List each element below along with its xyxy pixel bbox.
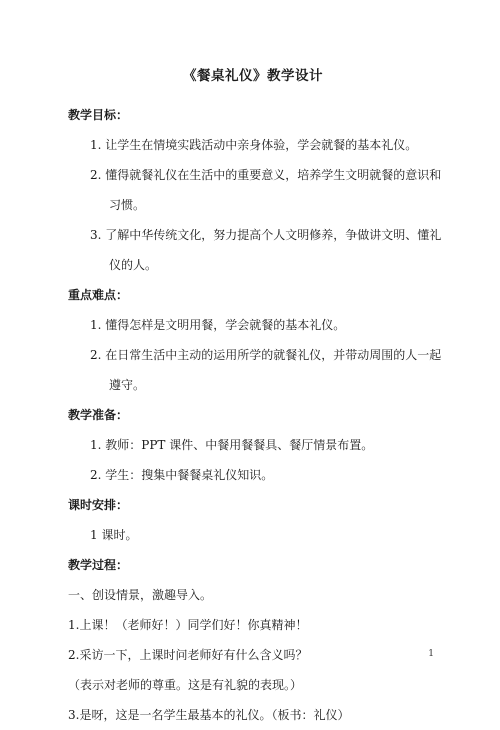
keypoint-item-1-text: 懂得怎样是文明用餐，学会就餐的基本礼仪。 [105, 318, 346, 332]
process-line-1: 一、创设情景，激趣导入。 [68, 588, 213, 602]
section-schedule [68, 490, 438, 550]
goal-item-1 [68, 130, 438, 160]
goal-item-3-cont: 仪的人。 [109, 258, 158, 272]
goal-item-2-num: 2. [90, 168, 102, 182]
keypoint-item-2-cont: 遵守。 [109, 378, 146, 392]
page-number: 1 [428, 649, 434, 659]
document-title: 《餐桌礼仪》教学设计 [183, 68, 323, 84]
goal-item-1-num: 1. [90, 138, 102, 152]
keypoint-item-2-num: 2. [90, 348, 102, 362]
prep-item-1-num: 1. [90, 438, 102, 452]
schedule-text: 1 课时。 [90, 528, 138, 542]
prep-item-2 [68, 460, 438, 490]
goal-item-2-text: 懂得就餐礼仪在生活中的重要意义，培养学生文明就餐的意识和 [105, 168, 442, 182]
goal-item-1-text: 让学生在情境实践活动中亲身体验，学会就餐的基本礼仪。 [105, 138, 418, 152]
prep-item-1 [68, 430, 438, 460]
section-heading-keypoints: 重点难点： [68, 288, 129, 302]
keypoint-item-1 [68, 310, 438, 340]
section-heading-goals: 教学目标： [68, 108, 129, 122]
section-goals [68, 100, 442, 280]
process-line-4: （表示对老师的尊重。这是有礼貌的表现。） [68, 678, 303, 692]
goal-item-2 [68, 160, 442, 190]
prep-item-2-num: 2. [90, 468, 102, 482]
prep-item-2-text: 学生：搜集中餐餐桌礼仪知识。 [105, 468, 274, 482]
process-line-5: 3.是呀，这是一名学生最基本的礼仪。（板书：礼仪） [68, 708, 350, 722]
section-heading-schedule: 课时安排： [68, 498, 129, 512]
goal-item-3 [68, 220, 442, 250]
goal-item-2-cont: 习惯。 [109, 198, 146, 212]
process-line-2: 1.上课！（老师好！）同学们好！你真精神！ [68, 618, 308, 632]
section-keypoints [68, 280, 442, 400]
section-heading-prep: 教学准备： [68, 408, 129, 422]
section-process [68, 550, 438, 730]
section-heading-process: 教学过程： [68, 558, 129, 572]
keypoint-item-1-num: 1. [90, 318, 102, 332]
prep-item-1-text: 教师：PPT 课件、中餐用餐餐具、餐厅情景布置。 [105, 438, 374, 452]
goal-item-3-text: 了解中华传统文化，努力提高个人文明修养，争做讲文明、懂礼 [105, 228, 442, 242]
keypoint-item-2-text: 在日常生活中主动的运用所学的就餐礼仪，并带动周围的人一起 [105, 348, 442, 362]
section-prep [68, 400, 438, 490]
process-line-3: 2.采访一下，上课时问老师好有什么含义吗？ [68, 648, 308, 662]
keypoint-item-2 [68, 340, 442, 370]
goal-item-3-num: 3. [90, 228, 102, 242]
